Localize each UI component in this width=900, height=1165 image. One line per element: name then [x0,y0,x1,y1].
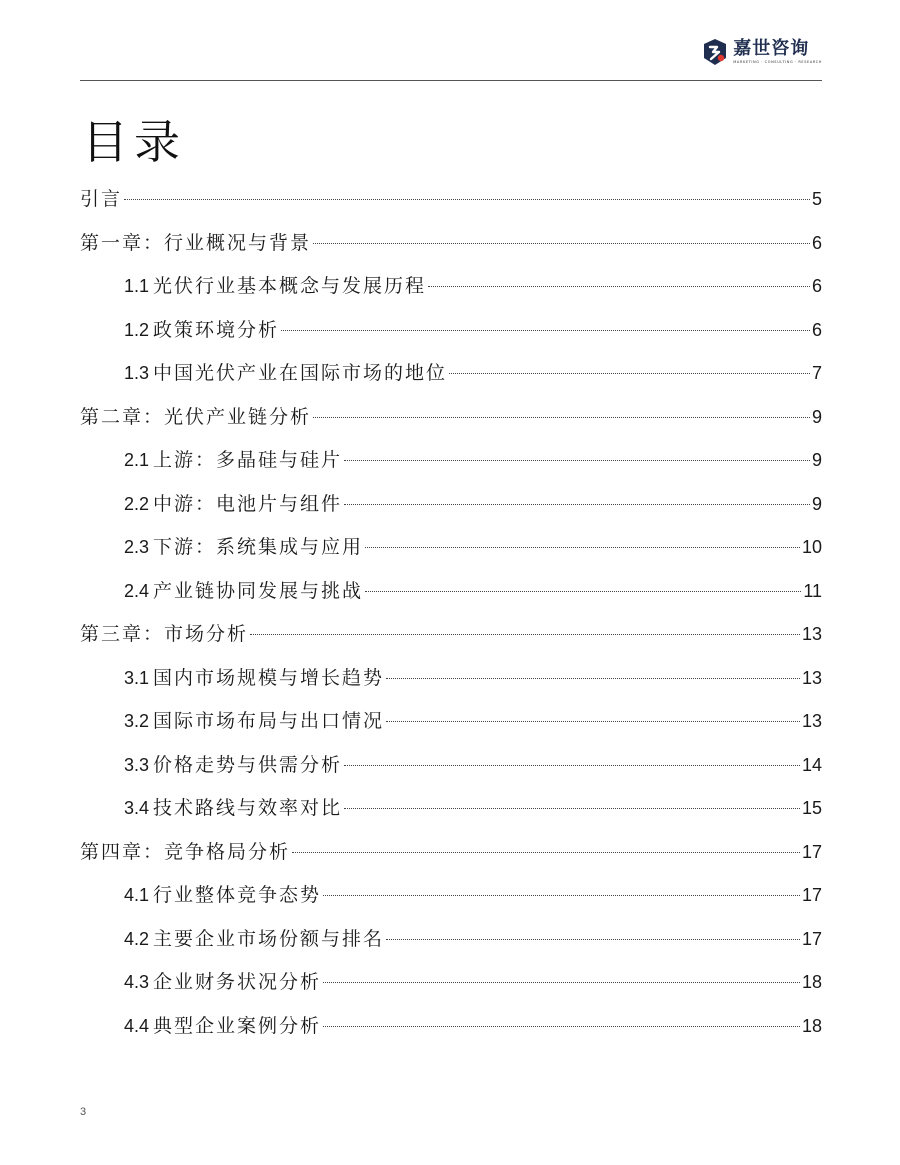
toc-entry-page: 9 [811,450,822,470]
toc-entry[interactable] [80,744,822,788]
toc-entry-title: 技术路线与效率对比 [153,797,343,819]
toc-entry-page: 6 [811,276,822,296]
table-of-contents [80,178,822,1048]
toc-entry-page: 13 [801,624,822,644]
toc-entry[interactable] [80,439,822,483]
toc-entry-page: 10 [801,537,822,557]
toc-entry-page: 6 [811,319,822,340]
toc-entry-title: 第四章：竞争格局分析 [80,840,291,863]
toc-entry-page: 18 [801,972,822,992]
toc-entry-number: 1.2 [124,319,150,340]
toc-dot-leader [344,808,800,809]
logo-mark-icon [701,38,729,66]
toc-entry-title: 典型企业案例分析 [153,1014,322,1037]
toc-entry-page: 18 [801,1015,822,1036]
toc-entry-title: 上游：多晶硅与硅片 [153,449,343,471]
page-header [80,28,822,81]
toc-entry[interactable] [80,178,822,222]
toc-entry-title: 中游：电池片与组件 [153,492,343,515]
toc-dot-leader [344,504,810,505]
toc-entry-page: 17 [801,928,822,949]
toc-entry-number: 2.4 [124,580,150,601]
toc-entry-page: 7 [811,363,822,383]
toc-entry-number: 4.1 [124,885,150,905]
toc-entry-number: 3.4 [124,798,150,818]
toc-entry[interactable] [80,483,822,527]
toc-entry[interactable] [80,657,822,701]
toc-dot-leader [449,373,810,374]
toc-entry-number: 1.3 [124,363,150,383]
toc-entry[interactable] [80,874,822,918]
toc-dot-leader [386,678,800,679]
toc-entry[interactable] [80,918,822,962]
logo-name: 嘉世咨询 [733,38,810,59]
toc-entry-page: 14 [801,754,822,775]
toc-entry-page: 11 [803,580,822,601]
toc-entry-number: 3.3 [124,754,150,775]
toc-entry-number: 4.2 [124,928,150,949]
toc-entry-title: 企业财务状况分析 [153,971,322,993]
toc-entry-number: 2.1 [124,450,150,470]
toc-dot-leader [365,591,801,592]
toc-entry[interactable] [80,265,822,309]
toc-entry-title: 产业链协同发展与挑战 [153,579,364,602]
page-number: 3 [80,1106,87,1118]
toc-title: 目录 [82,115,186,169]
toc-entry-number: 3.1 [124,667,150,688]
toc-entry[interactable] [80,613,822,657]
toc-entry-title: 政策环境分析 [153,318,280,341]
toc-entry-title: 主要企业市场份额与排名 [153,927,385,950]
toc-entry-page: 17 [801,841,822,862]
toc-entry-number: 2.2 [124,493,150,514]
toc-dot-leader [386,939,800,940]
toc-entry-title: 引言 [80,188,123,210]
toc-entry-title: 中国光伏产业在国际市场的地位 [153,362,448,384]
toc-entry-title: 第二章：光伏产业链分析 [80,405,312,428]
toc-entry-page: 13 [801,667,822,688]
toc-entry-number: 1.1 [124,276,150,296]
toc-entry-page: 9 [811,406,822,427]
toc-entry-title: 国际市场布局与出口情况 [153,710,385,732]
toc-dot-leader [250,634,800,635]
toc-dot-leader [313,417,810,418]
toc-entry-page: 9 [811,493,822,514]
toc-entry-number: 4.4 [124,1015,150,1036]
toc-dot-leader [124,199,810,200]
toc-entry[interactable] [80,700,822,744]
toc-entry-number: 4.3 [124,972,150,992]
toc-entry[interactable] [80,352,822,396]
toc-entry-title: 价格走势与供需分析 [153,753,343,776]
toc-entry[interactable] [80,526,822,570]
toc-dot-leader [428,286,810,287]
company-logo [701,38,822,72]
toc-entry-number: 2.3 [124,537,150,557]
toc-entry[interactable] [80,831,822,875]
toc-dot-leader [386,721,800,722]
toc-entry[interactable] [80,787,822,831]
logo-tagline: MARKETING · CONSULTING · RESEARCH [733,60,822,64]
toc-dot-leader [344,765,800,766]
toc-dot-leader [323,1026,800,1027]
toc-dot-leader [281,330,810,331]
toc-dot-leader [313,243,810,244]
toc-dot-leader [344,460,810,461]
toc-entry-number: 3.2 [124,711,150,731]
toc-entry[interactable] [80,570,822,614]
toc-entry[interactable] [80,1005,822,1049]
toc-entry-title: 第三章：市场分析 [80,623,249,645]
toc-dot-leader [323,982,800,983]
toc-entry-page: 13 [801,711,822,731]
toc-entry-page: 6 [811,232,822,253]
toc-entry-page: 17 [801,885,822,905]
toc-entry-title: 光伏行业基本概念与发展历程 [153,275,427,297]
toc-entry-title: 下游：系统集成与应用 [153,536,364,558]
toc-dot-leader [323,895,800,896]
toc-entry[interactable] [80,309,822,353]
toc-entry-title: 行业整体竞争态势 [153,884,322,906]
toc-entry-title: 第一章：行业概况与背景 [80,231,312,254]
toc-entry-page: 5 [811,189,822,209]
toc-entry[interactable] [80,222,822,266]
toc-entry[interactable] [80,961,822,1005]
toc-entry[interactable] [80,396,822,440]
toc-entry-title: 国内市场规模与增长趋势 [153,666,385,689]
toc-dot-leader [365,547,800,548]
toc-dot-leader [292,852,800,853]
toc-entry-page: 15 [801,798,822,818]
